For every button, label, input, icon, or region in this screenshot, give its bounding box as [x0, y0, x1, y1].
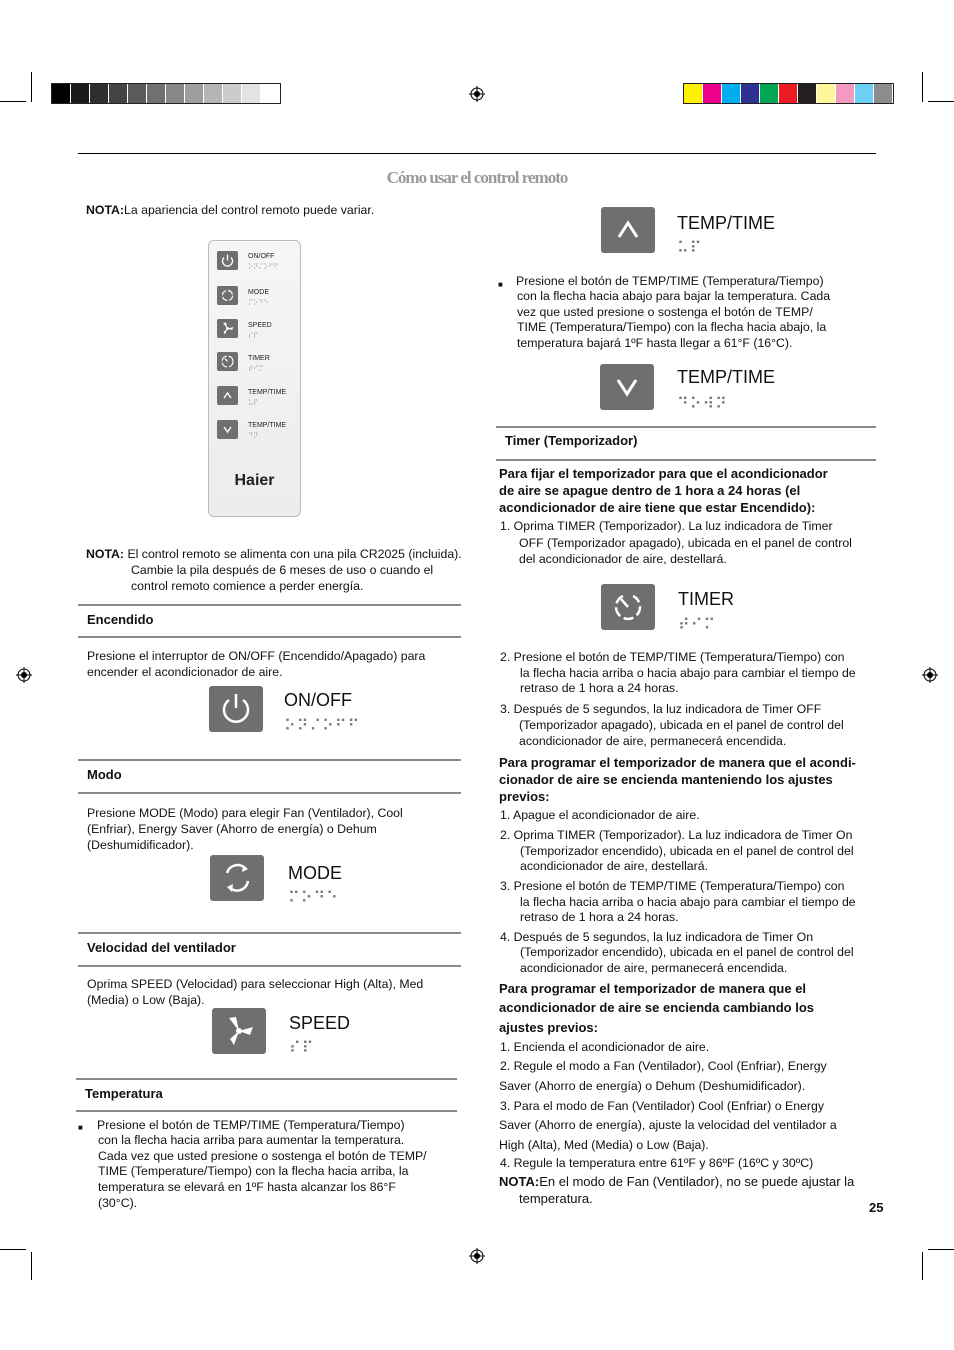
grayscale-color-bar: [51, 83, 281, 104]
button-label: MODE: [288, 863, 342, 883]
color-swatch: [261, 84, 280, 103]
temp-up-text: Presione el botón de TEMP/TIME (Temperatura/Tiempo): [97, 1118, 405, 1132]
paragraph: encender el acondicionador de aire.: [87, 665, 283, 679]
section-rule: [78, 636, 461, 638]
registration-mark-icon: [469, 86, 485, 102]
timer-step: OFF (Temporizador apagado), ubicada en el panel de control: [519, 536, 852, 550]
page-title: Cómo usar el control remoto: [386, 168, 568, 187]
section-heading-timer: Timer (Temporizador): [505, 433, 638, 448]
crop-mark: [922, 72, 923, 102]
remote-speed-button: [217, 319, 238, 338]
power-icon: [217, 251, 238, 270]
remote-onoff-button: [217, 251, 238, 270]
paragraph: Presione el interruptor de ON/OFF (Encendido/Apagado) para: [87, 649, 426, 663]
timer-step: acondicionador de aire, permanecerá encendida.: [519, 734, 787, 748]
section-rule: [78, 759, 461, 761]
timer-step: 2. Oprima TIMER (Temporizador). La luz indicadora de Timer On: [500, 828, 853, 842]
section-rule: [496, 426, 876, 428]
subheading: acondicionador de aire se encienda cambiando los: [499, 1000, 814, 1015]
header-rule: [78, 153, 876, 154]
nota-text: El control remoto se alimenta con una pila CR2025 (incluida).: [127, 547, 462, 561]
nota-battery-line: Cambie la pila después de 6 meses de uso o cuando el: [131, 563, 434, 577]
mode-cycle-icon: [210, 855, 264, 901]
remote-timer-button: [217, 352, 238, 371]
nota-label: NOTA:: [86, 203, 125, 217]
subheading: cionador de aire se encienda manteniendo los ajustes: [499, 772, 833, 787]
timer-step: la flecha hacia arriba o hacia abajo para cambiar el tiempo de: [520, 895, 856, 909]
color-swatch: [760, 84, 779, 103]
section-heading-temperatura: Temperatura: [85, 1086, 163, 1101]
chevron-down-icon: [600, 364, 654, 410]
temp-up-text: temperatura se elevará en 1ºF hasta alcanzar los 86°F: [98, 1180, 396, 1194]
timer-step: acondicionador de aire, destellará.: [520, 859, 708, 873]
bullet-icon: ■: [498, 280, 503, 289]
power-icon: [209, 686, 263, 732]
timer-step: 3. Después de 5 segundos, la luz indicadora de Timer OFF: [500, 702, 822, 716]
color-swatch: [722, 84, 741, 103]
color-swatch: [90, 84, 109, 103]
remote-label: TEMP/TIME: [248, 422, 287, 429]
nota-label: NOTA:: [499, 1174, 540, 1189]
registration-mark-icon: [16, 667, 32, 683]
braille-label: ⠕⠝⠌⠕⠋⠋: [284, 718, 361, 735]
timer-step: del acondicionador de aire, destellará.: [519, 552, 727, 566]
timer-icon: [601, 584, 655, 630]
paragraph: Presione MODE (Modo) para elegir Fan (Ventilador), Cool: [87, 806, 403, 820]
color-swatch: [817, 84, 836, 103]
button-label: TIMER: [678, 589, 734, 609]
section-rule: [496, 459, 876, 461]
temp-down-text: Presione el botón de TEMP/TIME (Temperatura/Tiempo): [516, 274, 824, 288]
braille-label: ⠍⠕⠙⠑: [288, 890, 339, 907]
timer-step: la flecha hacia arriba o hacia abajo para cambiar el tiempo de: [520, 666, 856, 680]
crop-mark: [0, 101, 26, 102]
section-rule: [76, 1110, 457, 1112]
timer-step: 3. Para el modo de Fan (Ventilador) Cool (Enfriar) o Energy: [500, 1099, 824, 1113]
subheading: acondicionador de aire tiene que estar Encendido):: [499, 500, 816, 515]
timer-step: acondicionador de aire, permanecerá encendida.: [520, 961, 788, 975]
nota-label: NOTA:: [86, 547, 125, 561]
remote-mode-button: [217, 286, 238, 305]
braille-label: ⠞⠊⠍: [678, 617, 717, 634]
color-swatch: [223, 84, 242, 103]
braille-label: ⠥⠏: [677, 240, 703, 257]
chevron-down-icon: [217, 420, 238, 439]
timer-step: (Temporizador apagado), ubicada en el panel de control del: [519, 718, 844, 732]
subheading: ajustes previos:: [499, 1020, 598, 1035]
registration-mark-icon: [922, 667, 938, 683]
fan-icon: [217, 319, 238, 338]
timer-step: Saver (Ahorro de energía) o Dehum (Deshumidificador).: [499, 1079, 806, 1093]
temp-down-text: temperatura bajará 1ºF hasta llegar a 61°F (16°C).: [517, 336, 793, 350]
color-swatch: [128, 84, 147, 103]
remote-label: ON/OFF: [248, 253, 275, 260]
crop-mark: [928, 101, 954, 102]
remote-braille: ⠎⠏: [248, 333, 259, 340]
crop-mark: [0, 1249, 26, 1250]
color-swatch: [874, 84, 893, 103]
temp-up-text: con la flecha hacia arriba para aumentar la temperatura.: [98, 1133, 405, 1147]
nota-fan-mode-line: temperatura.: [519, 1191, 593, 1206]
subheading: de aire se apague dentro de 1 hora a 24 horas (el: [499, 483, 801, 498]
timer-step: retraso de 1 hora a 24 horas.: [520, 910, 679, 924]
mode-button-illustration: [210, 855, 264, 901]
section-rule: [78, 792, 461, 794]
remote-braille: ⠞⠊⠍: [248, 366, 264, 373]
crop-mark: [31, 1252, 32, 1280]
remote-label: TIMER: [248, 355, 270, 362]
remote-braille: ⠥⠏: [248, 400, 259, 407]
paragraph: (Enfriar), Energy Saver (Ahorro de energía) o Dehum: [87, 822, 377, 836]
paragraph: Oprima SPEED (Velocidad) para seleccionar High (Alta), Med: [87, 977, 424, 991]
color-swatch: [242, 84, 261, 103]
timer-step: 3. Presione el botón de TEMP/TIME (Temperatura/Tiempo) con: [500, 879, 845, 893]
timer-step: 1. Encienda el acondicionador de aire.: [500, 1040, 710, 1054]
paragraph: (Media) o Low (Baja).: [87, 993, 205, 1007]
subheading: previos:: [499, 789, 550, 804]
bullet-icon: ■: [78, 1123, 83, 1132]
color-swatch: [855, 84, 874, 103]
onoff-button-illustration: [209, 686, 263, 732]
subheading: Para fijar el temporizador para que el acondicionador: [499, 466, 828, 481]
chevron-up-icon: [217, 386, 238, 405]
braille-label: ⠙⠕⠺⠝: [677, 396, 728, 413]
page-number: 25: [869, 1200, 884, 1215]
button-label: TEMP/TIME: [677, 367, 775, 387]
temp-down-text: TIME (Temperatura/Tiempo) con la flecha hacia abajo, la: [517, 320, 827, 334]
color-swatch: [147, 84, 166, 103]
paragraph: (Deshumidificador).: [87, 838, 194, 852]
color-swatch: [109, 84, 128, 103]
subheading: Para programar el temporizador de manera que el: [499, 981, 807, 996]
button-label: SPEED: [289, 1013, 351, 1033]
temp-down-text: vez que usted presione o sostenga el botón de TEMP/: [517, 305, 813, 319]
remote-label: TEMP/TIME: [248, 389, 287, 396]
timer-step: Saver (Ahorro de energía), ajuste la velocidad del ventilador a: [499, 1118, 837, 1132]
remote-temp-down-button: [217, 420, 238, 439]
temp-up-text: TIME (Temperature/Tiempo) con la flecha hacia arriba, la: [98, 1164, 409, 1178]
process-color-bar: [683, 83, 894, 104]
temp-up-text: Cada vez que usted presione o sostenga el botón de TEMP/: [98, 1149, 427, 1163]
temp-up-text: (30°C).: [98, 1196, 138, 1210]
mode-cycle-icon: [217, 286, 238, 305]
section-rule: [78, 604, 461, 606]
timer-step: 1. Apague el acondicionador de aire.: [500, 808, 700, 822]
color-swatch: [779, 84, 798, 103]
color-swatch: [204, 84, 223, 103]
color-swatch: [52, 84, 71, 103]
timer-step: (Temporizador encendido), ubicada en el panel de control del: [520, 945, 854, 959]
timer-step: 4. Después de 5 segundos, la luz indicadora de Timer On: [500, 930, 814, 944]
remote-braille: ⠕⠝⠌⠕⠋⠋: [248, 264, 279, 271]
nota-battery: [86, 546, 466, 562]
remote-control-illustration: [208, 240, 301, 517]
subheading: Para programar el temporizador de manera que el acondi-: [499, 755, 856, 770]
section-rule: [78, 965, 461, 967]
nota-battery-line: control remoto comience a perder energía.: [131, 579, 364, 593]
section-heading-encendido: Encendido: [87, 612, 154, 627]
timer-step: (Temporizador encendido), ubicada en el panel de control del: [520, 844, 854, 858]
timer-step: High (Alta), Med (Media) o Low (Baja).: [499, 1138, 709, 1152]
timer-button-illustration: [601, 584, 655, 630]
nota-appearance: [86, 202, 374, 218]
color-swatch: [71, 84, 90, 103]
remote-label: MODE: [248, 289, 269, 296]
nota-text: En el modo de Fan (Ventilador), no se puede ajustar la: [539, 1174, 855, 1189]
nota-text: La apariencia del control remoto puede variar.: [124, 203, 375, 217]
registration-mark-icon: [469, 1248, 485, 1264]
remote-braille: ⠍⠕⠙⠑: [248, 300, 269, 307]
color-swatch: [684, 84, 703, 103]
remote-temp-up-button: [217, 386, 238, 405]
speed-button-illustration: [212, 1008, 266, 1054]
color-swatch: [185, 84, 204, 103]
timer-step: 1. Oprima TIMER (Temporizador). La luz indicadora de Timer: [500, 519, 833, 533]
crop-mark: [922, 1252, 923, 1280]
brand-logo: Haier: [234, 472, 275, 489]
color-swatch: [798, 84, 817, 103]
color-swatch: [836, 84, 855, 103]
color-swatch: [703, 84, 722, 103]
crop-mark: [31, 72, 32, 102]
section-heading-velocidad: Velocidad del ventilador: [87, 940, 236, 955]
timer-step: retraso de 1 hora a 24 horas.: [520, 681, 679, 695]
section-heading-modo: Modo: [87, 767, 122, 782]
temp-up-button-illustration: [601, 207, 655, 253]
color-swatch: [741, 84, 760, 103]
timer-step: 2. Regule el modo a Fan (Ventilador), Cool (Enfriar), Energy: [500, 1059, 827, 1073]
button-label: TEMP/TIME: [677, 213, 775, 233]
crop-mark: [928, 1249, 954, 1250]
remote-label: SPEED: [248, 322, 272, 329]
chevron-up-icon: [601, 207, 655, 253]
braille-label: ⠎⠏: [289, 1040, 315, 1057]
timer-icon: [217, 352, 238, 371]
fan-icon: [212, 1008, 266, 1054]
nota-fan-mode: [499, 1174, 854, 1190]
timer-step: 4. Regule la temperatura entre 61ºF y 86ºF (16ºC y 30ºC): [500, 1156, 814, 1170]
temp-down-text: con la flecha hacia abajo para bajar la temperatura. Cada: [517, 289, 831, 303]
section-rule: [76, 1078, 457, 1080]
color-swatch: [166, 84, 185, 103]
remote-braille: ⠙⠝: [248, 433, 259, 440]
temp-down-button-illustration: [600, 364, 654, 410]
button-label: ON/OFF: [284, 690, 352, 710]
section-rule: [78, 932, 461, 934]
timer-step: 2. Presione el botón de TEMP/TIME (Temperatura/Tiempo) con: [500, 650, 845, 664]
